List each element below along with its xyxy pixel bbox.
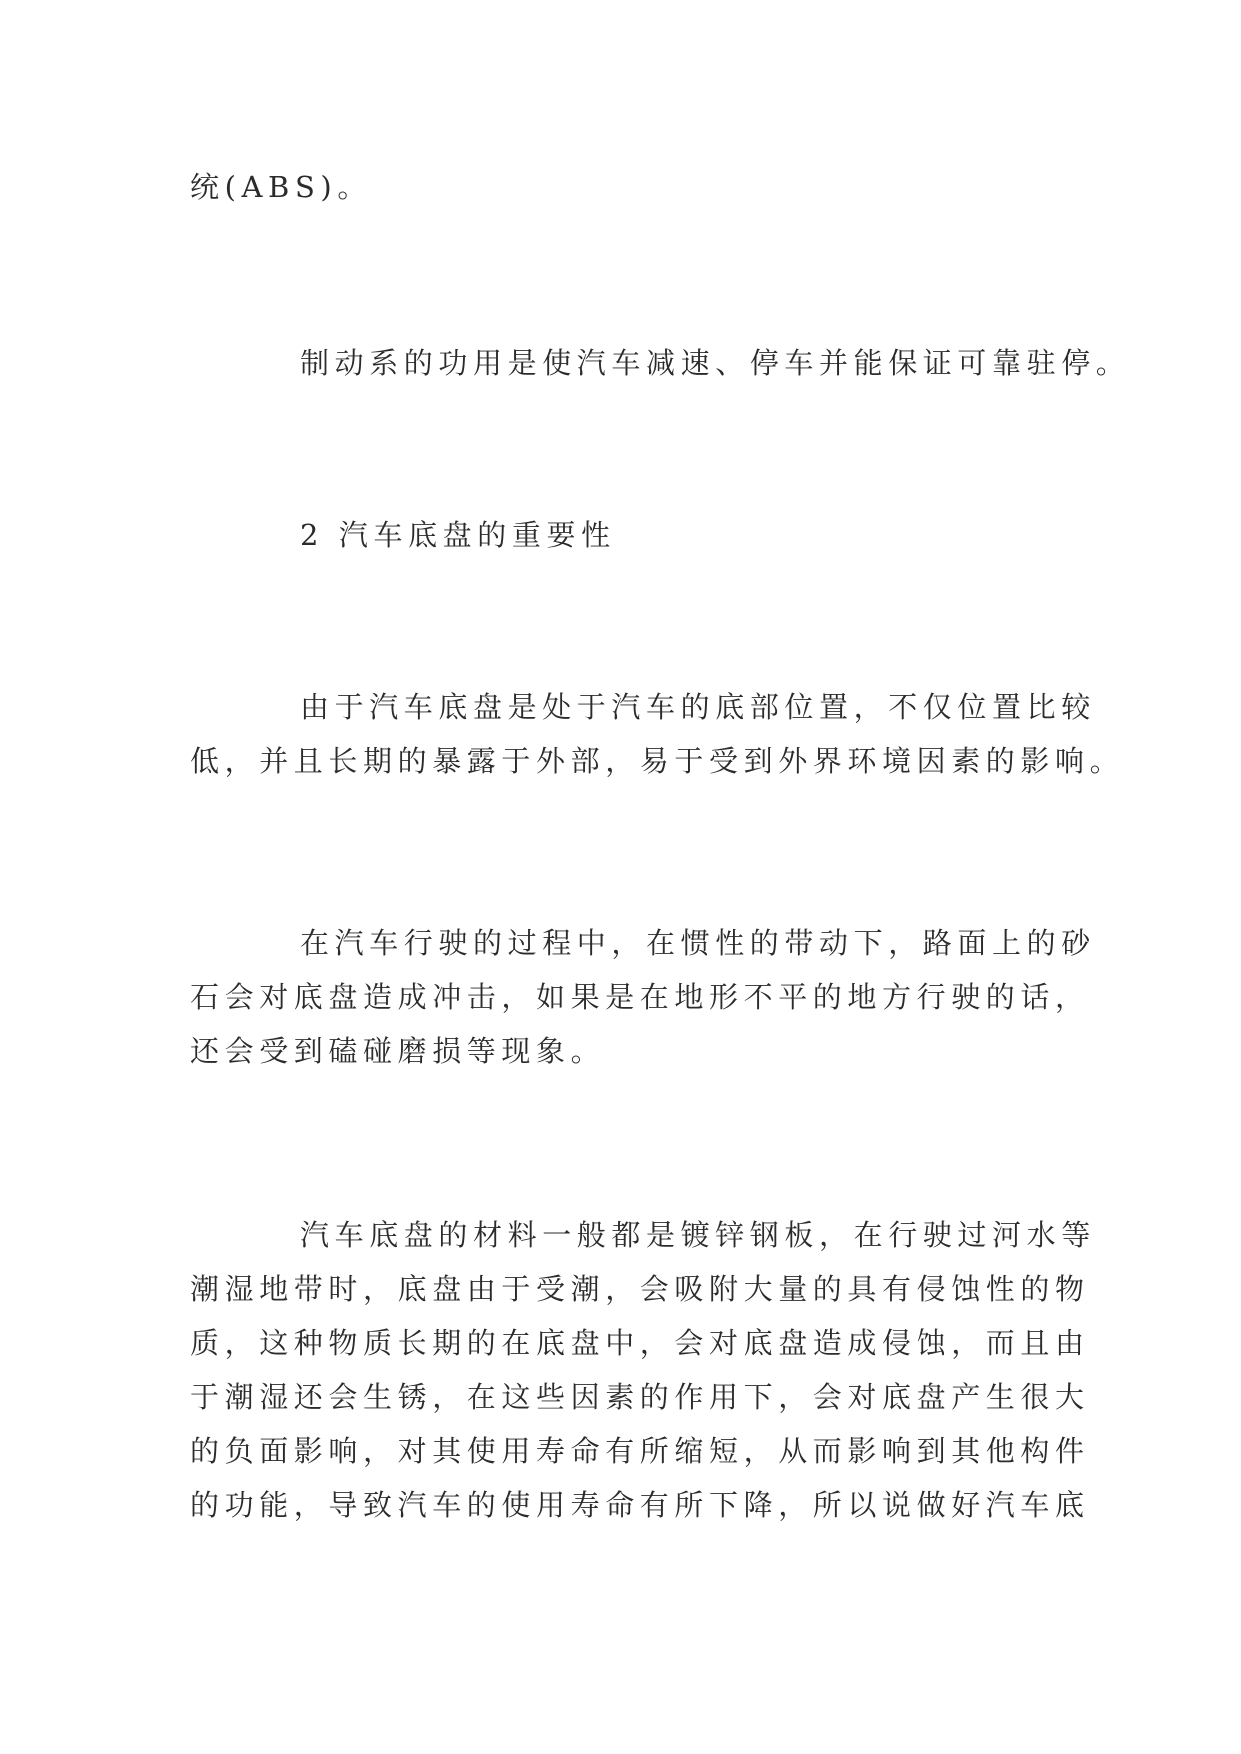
text-line: 潮湿地带时，底盘由于受潮，会吸附大量的具有侵蚀性的物 [190,1272,1090,1306]
text-line: 于潮湿还会生锈，在这些因素的作用下，会对底盘产生很大 [190,1380,1090,1414]
paragraph-braking-function [190,336,1131,390]
text-line: 石会对底盘造成冲击，如果是在地形不平的地方行驶的话， [190,980,1090,1014]
paragraph-chassis-material [190,1208,1096,1532]
paragraph-continuation [190,160,1050,214]
text-line: 统(ABS)。 [190,170,372,204]
text-line: 还会受到磕碰磨损等现象。 [190,1034,606,1068]
text-line: 在汽车行驶的过程中，在惯性的带动下，路面上的砂 [300,926,1096,960]
section-heading [190,508,1050,562]
text-line: 质，这种物质长期的在底盘中，会对底盘造成侵蚀，而且由 [190,1326,1090,1360]
text-line: 的功能，导致汽车的使用寿命有所下降，所以说做好汽车底 [190,1488,1090,1522]
text-line: 汽车底盘的材料一般都是镀锌钢板，在行驶过河水等 [300,1218,1096,1252]
paragraph-chassis-position [190,680,1125,788]
paragraph-driving-impact [190,916,1096,1078]
heading-text: 2 汽车底盘的重要性 [300,518,616,552]
text-line: 制动系的功用是使汽车减速、停车并能保证可靠驻停。 [300,346,1131,380]
text-line: 由于汽车底盘是处于汽车的底部位置，不仅位置比较 [300,690,1096,724]
text-line: 低，并且长期的暴露于外部，易于受到外界环境因素的影响。 [190,744,1125,778]
text-line: 的负面影响，对其使用寿命有所缩短，从而影响到其他构件 [190,1434,1090,1468]
